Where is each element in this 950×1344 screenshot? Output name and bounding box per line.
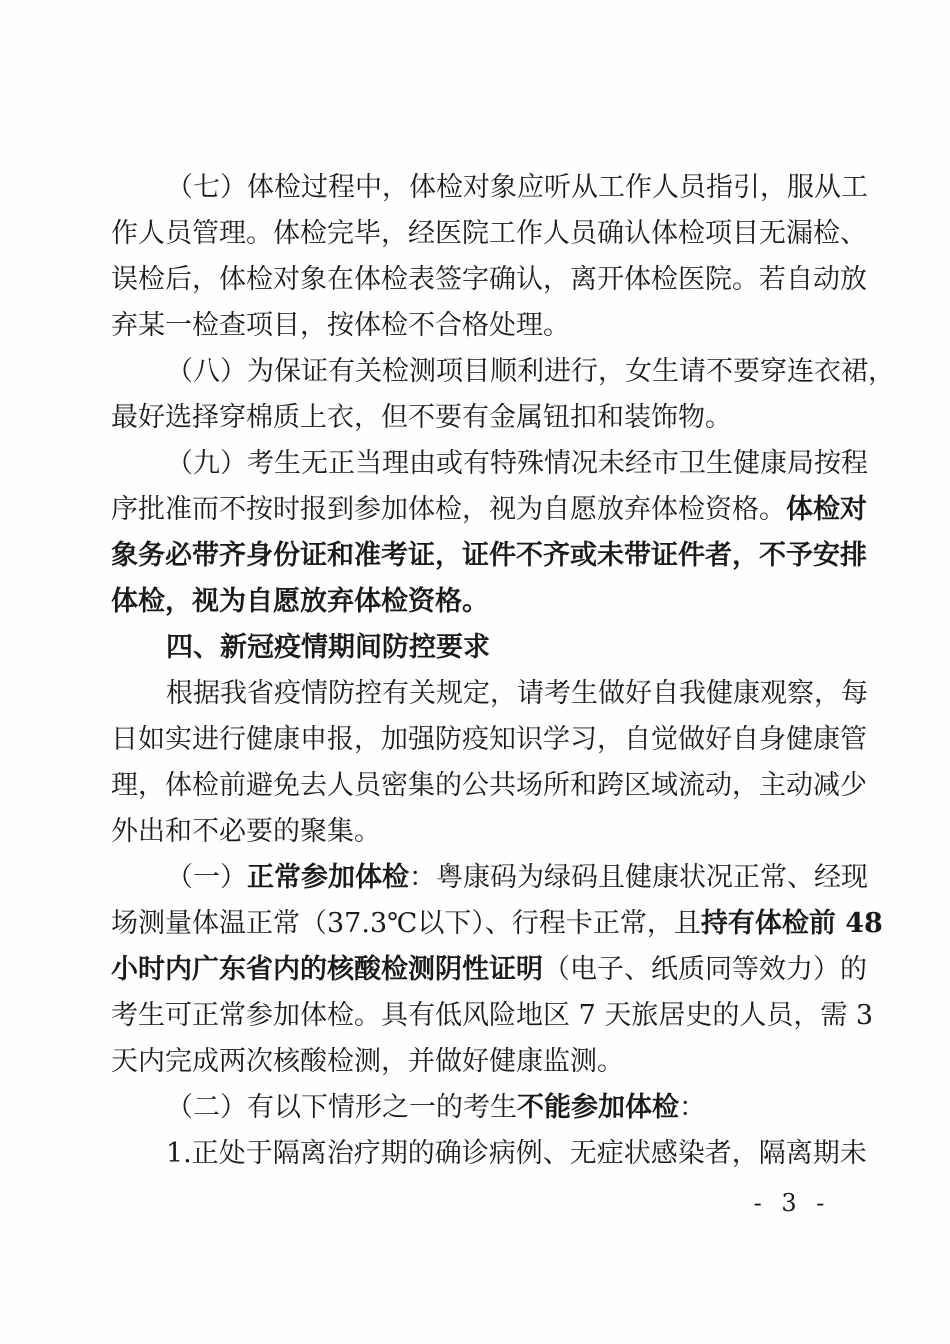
section-4-heading: 四、新冠疫情期间防控要求 [166,632,490,663]
paragraph-8-line-1: （八）为保证有关检测项目顺利进行，女生请不要穿连衣裙， [166,356,895,387]
item-1-line-1 [166,855,868,901]
paragraph-8-line-2: 最好选择穿棉质上衣，但不要有金属钮扣和装饰物。 [111,402,732,433]
item-1-title-bold: 正常参加体检 [247,862,409,893]
paragraph-9-line-4: 体检，视为自愿放弃体检资格。 [111,586,489,617]
item-1-line-2-bold: 持有体检前 48 [700,908,883,939]
paragraph-7-line-4: 弃某一检查项目，按体检不合格处理。 [111,310,570,341]
item-1-line-5: 天内完成两次核酸检测，并做好健康监测。 [111,1046,624,1077]
item-1-line-3-bold: 小时内广东省内的核酸检测阴性证明 [111,954,543,985]
paragraph-7-line-2: 作人员管理。体检完毕，经医院工作人员确认体检项目无漏检、 [111,218,867,249]
section-4-intro-line-3: 理，体检前避免去人员密集的公共场所和跨区域流动，主动减少 [111,770,867,801]
item-2-line [166,1085,831,1131]
item-2-bold: 不能参加体检 [517,1092,679,1123]
paragraph-9-line-3: 象务必带齐身份证和准考证，证件不齐或未带证件者，不予安排 [111,540,867,571]
page-number: - 3 - [753,1189,831,1217]
paragraph-7-line-3: 误检后，体检对象在体检表签字确认，离开体检医院。若自动放 [111,264,867,295]
item-1-line-2 [111,901,883,947]
section-4-intro-line-2: 日如实进行健康申报，加强防疫知识学习，自觉做好自身健康管 [111,724,867,755]
item-1-line-3-rest: （电子、纸质同等效力）的 [543,954,867,985]
paragraph-9-line-2-normal: 序批准而不按时报到参加体检，视为自愿放弃体检资格。 [111,494,786,525]
paragraph-9-line-2-bold: 体检对 [786,494,867,525]
item-2-prefix: （二）有以下情形之一的考生 [166,1092,517,1123]
paragraph-7-line-1: （七）体检过程中，体检对象应听从工作人员指引，服从工 [166,172,868,203]
paragraph-9-line-1: （九）考生无正当理由或有特殊情况未经市卫生健康局按程 [166,448,868,479]
paragraph-9-line-2 [111,487,867,533]
item-2-1-line: 1.正处于隔离治疗期的确诊病例、无症状感染者，隔离期未 [166,1138,867,1169]
item-1-line-3 [111,947,867,993]
item-1-prefix: （一） [166,862,247,893]
item-1-line-2-normal: 场测量体温正常（37.3℃以下）、行程卡正常，且 [111,908,701,939]
section-4-intro-line-4: 外出和不必要的聚集。 [111,816,381,847]
section-4-intro-line-1: 根据我省疫情防控有关规定，请考生做好自我健康观察，每 [166,678,868,709]
item-2-suffix: ： [679,1092,706,1123]
item-1-line-1-rest: ：粤康码为绿码且健康状况正常、经现 [409,862,868,893]
item-1-line-4: 考生可正常参加体检。具有低风险地区 7 天旅居史的人员，需 3 [111,1000,874,1031]
